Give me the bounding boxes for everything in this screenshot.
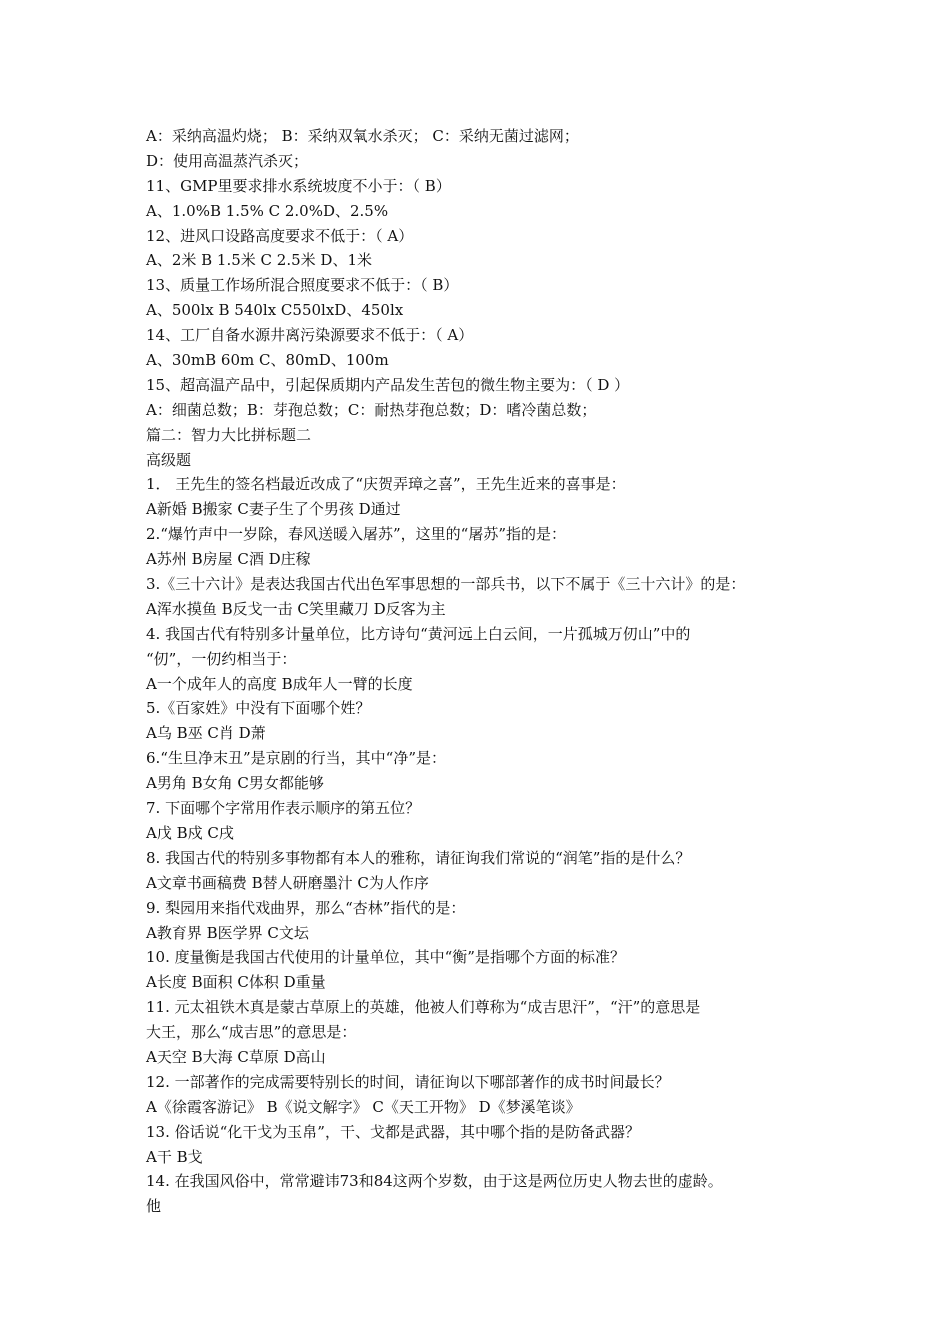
text-line: A新婚 B搬家 C妻子生了个男孩 D通过 [146,500,401,519]
text-line: 13. 俗话说“化干戈为玉帛”，干、戈都是武器，其中哪个指的是防备武器？ [146,1122,640,1141]
text-line: A男角 B女角 C男女都能够 [146,774,324,793]
text-line: A、500lx B 540lx C550lxD、450lx [146,301,404,320]
text-line: D：使用高温蒸汽杀灭； [146,151,309,170]
text-line: A教育界 B医学界 C文坛 [146,923,309,942]
text-line: 7. 下面哪个字常用作表示顺序的第五位？ [146,799,421,818]
text-line: 大王，那么“成吉思”的意思是： [146,1023,357,1042]
text-line: A长度 B面积 C体积 D重量 [146,973,326,992]
text-line: 14. 在我国风俗中，常常避讳73和84这两个岁数，由于这是两位历史人物去世的虚龄。 [146,1172,723,1191]
text-line: 9. 梨园用来指代戏曲界，那么“杏林”指代的是： [146,898,466,917]
text-line: 13、质量工作场所混合照度要求不低于：（ B） [146,276,459,295]
text-line: 14、工厂自备水源井离污染源要求不低于：（ A） [146,326,474,345]
text-line: 2.“爆竹声中一岁除，春风送暖入屠苏”，这里的“屠苏”指的是： [146,525,566,544]
text-line: 他 [146,1197,162,1216]
text-line: A干 B戈 [146,1147,203,1166]
text-line: 10. 度量衡是我国古代使用的计量单位，其中“衡”是指哪个方面的标准？ [146,948,625,967]
text-line: A《徐霞客游记》 B《说文解字》 C《天工开物》 D《梦溪笔谈》 [146,1097,581,1116]
text-line: A文章书画稿费 B替人研磨墨汁 C为人作序 [146,873,429,892]
text-line: A、2米 B 1.5米 C 2.5米 D、1米 [146,251,372,270]
text-line: 高级题 [146,450,192,469]
text-line: A乌 B巫 C肖 D萧 [146,724,266,743]
text-line: A浑水摸鱼 B反戈一击 C笑里藏刀 D反客为主 [146,599,446,618]
text-line: 8. 我国古代的特别多事物都有本人的雅称，请征询我们常说的“润笔”指的是什么？ [146,848,691,867]
text-line: A天空 B大海 C草原 D高山 [146,1047,326,1066]
text-line: A苏州 B房屋 C酒 D庄稼 [146,550,311,569]
text-line: 1． 王先生的签名档最近改成了“庆贺弄璋之喜”，王先生近来的喜事是： [146,475,626,494]
text-line: A一个成年人的高度 B成年人一臂的长度 [146,674,413,693]
text-line: 11、GMP里要求排水系统坡度不小于：（ B） [146,176,451,195]
text-line: 6.“生旦净末丑”是京剧的行当，其中“净”是： [146,749,446,768]
text-line: 15、超高温产品中，引起保质期内产品发生苦包的微生物主要为：（ D ） [146,375,630,394]
text-line: 篇二：智力大比拼标题二 [146,425,312,444]
text-line: 12. 一部著作的完成需要特别长的时间，请征询以下哪部著作的成书时间最长？ [146,1072,670,1091]
document-text [146,124,816,1219]
text-line: A戊 B戍 C戌 [146,823,234,842]
text-line: 11. 元太祖铁木真是蒙古草原上的英雄，他被人们尊称为“成吉思汗”，“汗”的意思是 [146,998,701,1017]
text-line: 3.《三十六计》是表达我国古代出色军事思想的一部兵书，以下不属于《三十六计》的是： [146,575,746,594]
text-line: “仞”，一仞约相当于： [146,649,297,668]
text-line: A、1.0%B 1.5% C 2.0%D、2.5% [146,201,389,220]
text-line: 12、进风口设路高度要求不低于：（ A） [146,226,414,245]
text-line: A：采纳高温灼烧； B：采纳双氧水杀灭； C：采纳无菌过滤网； [146,127,579,145]
text-line: A、30mB 60m C、80mD、100m [146,351,389,370]
text-line: 5.《百家姓》中没有下面哪个姓？ [146,699,371,718]
text-line: A：细菌总数；B：芽孢总数；C：耐热芽孢总数；D：嗜冷菌总数； [146,400,597,419]
text-line: 4. 我国古代有特别多计量单位，比方诗句“黄河远上白云间，一片孤城万仞山”中的 [146,624,691,643]
